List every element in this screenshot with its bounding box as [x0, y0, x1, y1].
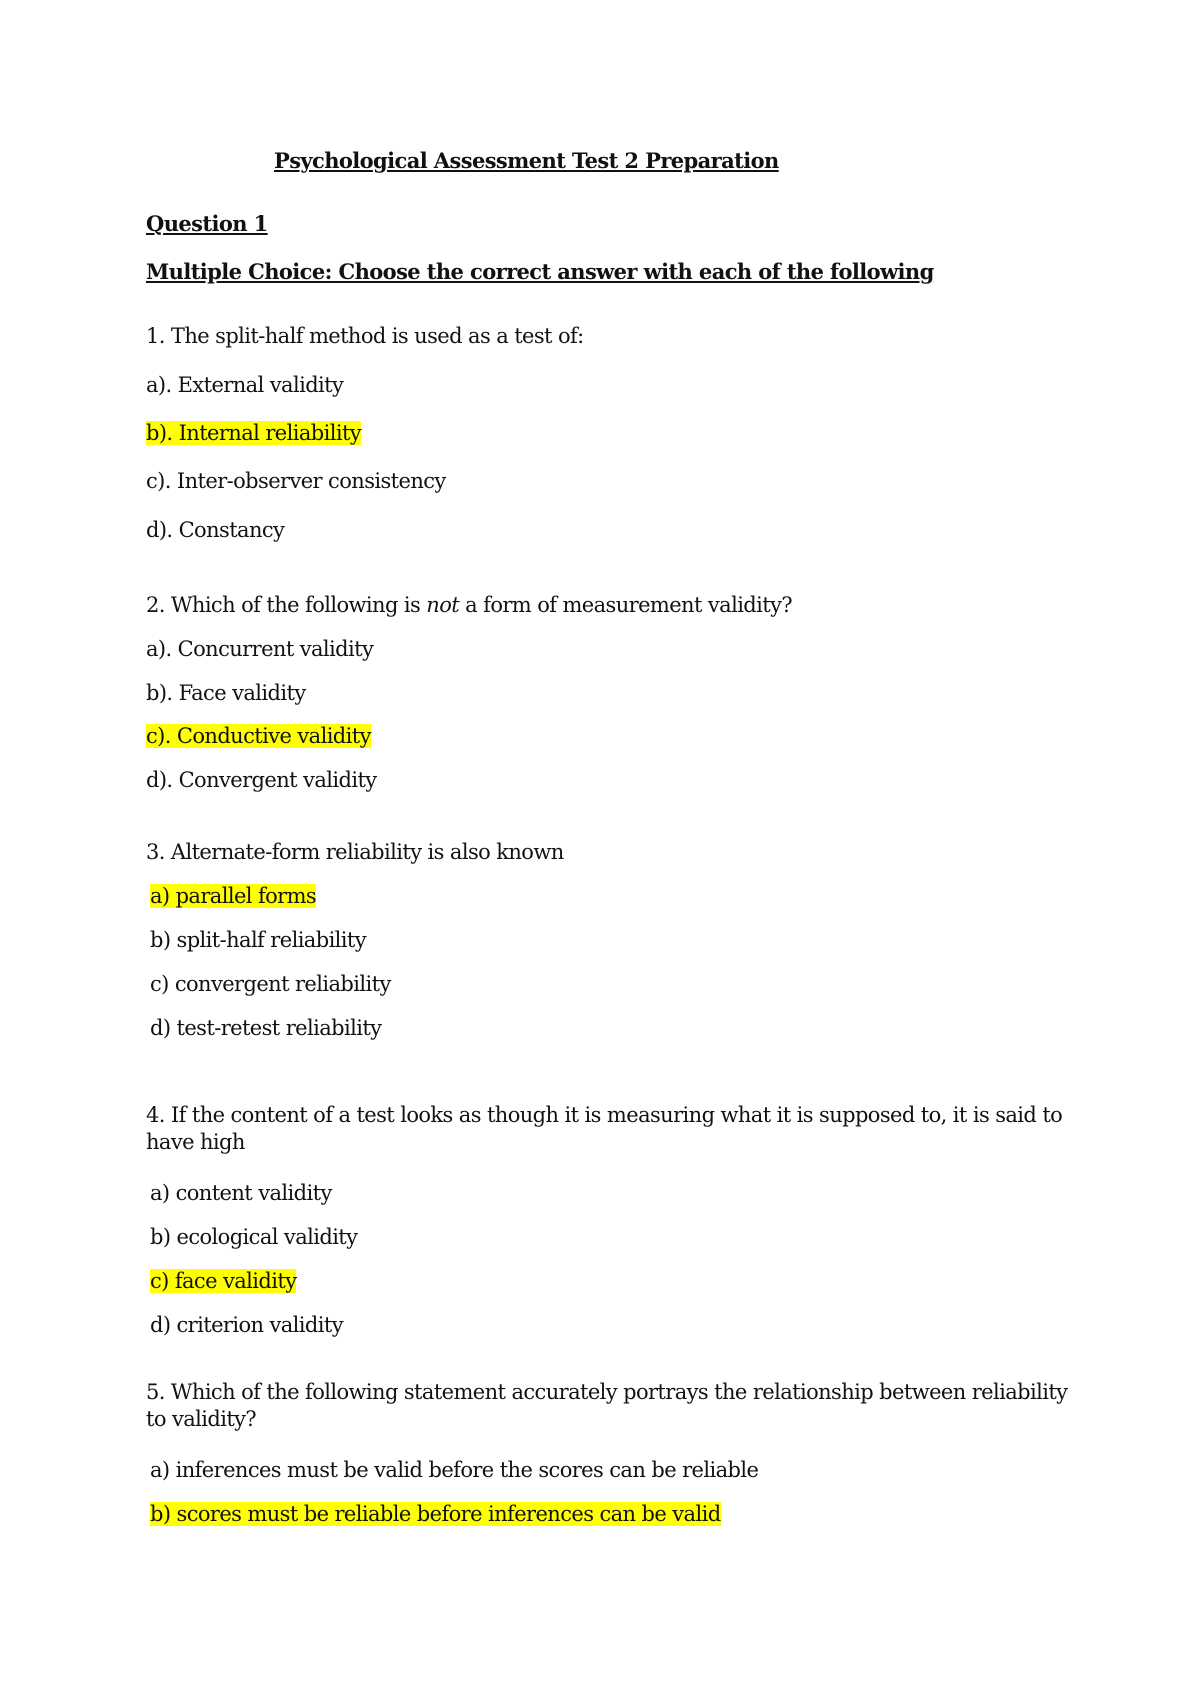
q4-stem: 4. If the content of a test looks as though it is measuring what it is supposed to, it is said to have high — [146, 1103, 1063, 1154]
answer-highlight: b). Internal reliability — [146, 421, 362, 445]
q2-option-d: d). Convergent validity — [146, 768, 377, 792]
q2-stem-before: 2. Which of the following is — [146, 593, 427, 617]
answer-highlight: c). Conductive validity — [146, 724, 371, 748]
answer-highlight: c) face validity — [150, 1269, 297, 1293]
q2-stem-italic: not — [426, 593, 460, 617]
answer-highlight: b) scores must be reliable before inferences can be valid — [150, 1502, 721, 1526]
answer-highlight: a) parallel forms — [150, 884, 317, 908]
q2-option-c-answer — [146, 723, 371, 750]
q2-stem — [146, 592, 792, 619]
instruction-heading: Multiple Choice: Choose the correct answer with each of the following — [146, 259, 934, 284]
q1-option-c: c). Inter-observer consistency — [146, 469, 446, 493]
q3-stem: 3. Alternate-form reliability is also known — [146, 840, 564, 864]
q4-option-b: b) ecological validity — [150, 1225, 358, 1249]
q3-option-b: b) split-half reliability — [150, 928, 367, 952]
q5-option-a: a) inferences must be valid before the scores can be reliable — [150, 1458, 759, 1482]
q1-stem: 1. The split-half method is used as a test of: — [146, 324, 584, 348]
q3-option-c: c) convergent reliability — [150, 972, 391, 996]
q1-option-b-answer — [146, 420, 361, 447]
q3-option-d: d) test-retest reliability — [150, 1016, 382, 1040]
q1-option-a: a). External validity — [146, 373, 344, 397]
q5-stem: 5. Which of the following statement accurately portrays the relationship between reliability to validity? — [146, 1380, 1068, 1431]
q2-option-b: b). Face validity — [146, 681, 306, 705]
q2-stem-after: a form of measurement validity? — [459, 593, 793, 617]
q2-option-a: a). Concurrent validity — [146, 637, 374, 661]
q5-option-b-answer — [150, 1501, 721, 1528]
q1-option-d: d). Constancy — [146, 518, 285, 542]
q4-option-d: d) criterion validity — [150, 1313, 343, 1337]
document-title: Psychological Assessment Test 2 Preparation — [274, 148, 779, 173]
q4-option-a: a) content validity — [150, 1181, 332, 1205]
q3-option-a-answer — [150, 883, 316, 910]
question-label: Question 1 — [146, 211, 268, 236]
q4-option-c-answer — [150, 1268, 296, 1295]
